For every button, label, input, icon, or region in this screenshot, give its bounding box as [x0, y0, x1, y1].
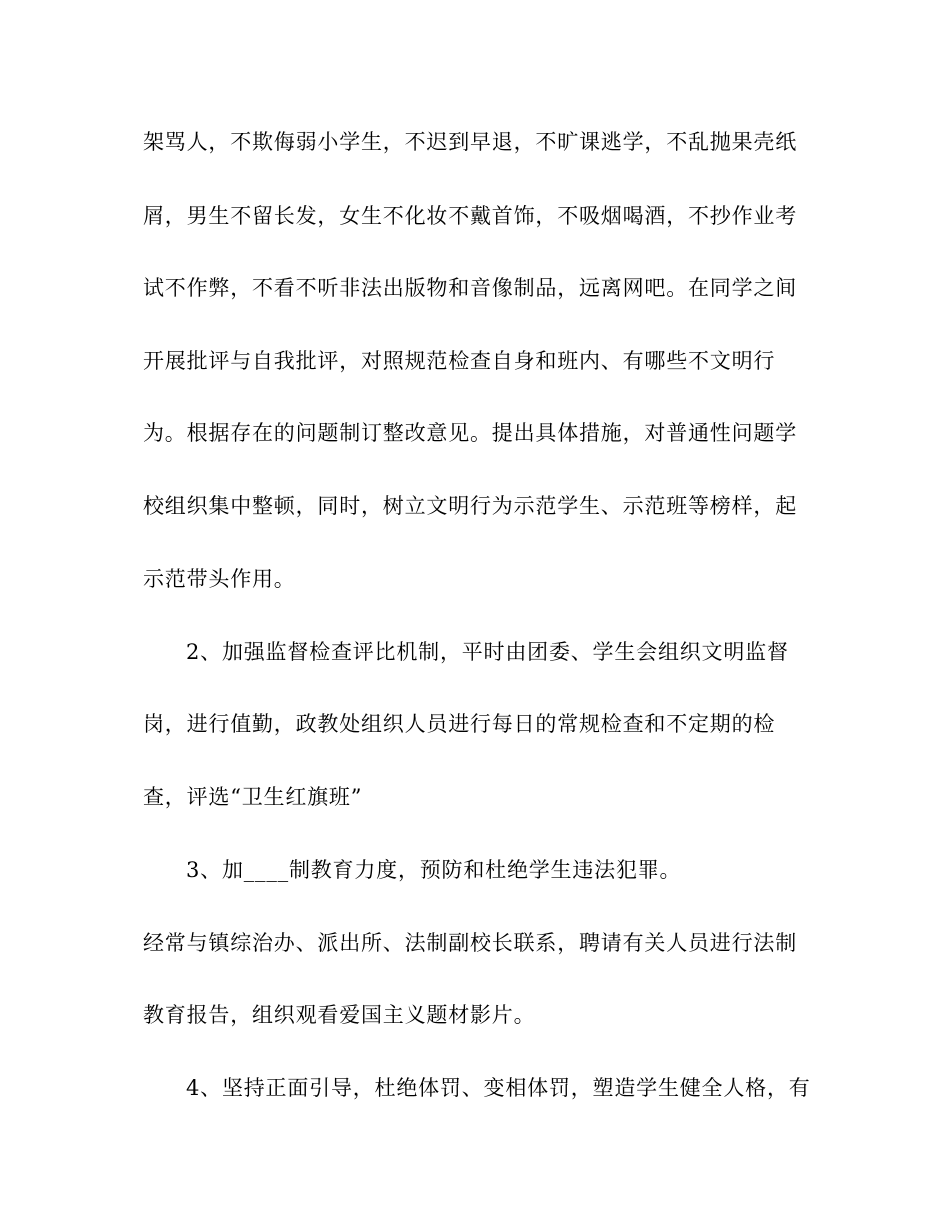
text-line: 试不作弊，不看不听非法出版物和音像制品，远离网吧。在同学之间 [143, 276, 797, 300]
text-line: 屑，男生不留长发，女生不化妆不戴首饰，不吸烟喝酒，不抄作业考 [143, 204, 797, 228]
paragraph-4-start: 4、坚持正面引导，杜绝体罚、变相体罚，塑造学生健全人格，有 [186, 1076, 811, 1100]
text-line: 岗，进行值勤，政教处组织人员进行每日的常规检查和不定期的检 [143, 712, 776, 736]
text-line: 架骂人，不欺侮弱小学生，不迟到早退，不旷课逃学，不乱抛果壳纸 [143, 130, 797, 154]
text-line: 为。根据存在的问题制订整改意见。提出具体措施，对普通性问题学 [143, 421, 797, 445]
text-line: 示范带头作用。 [143, 567, 296, 591]
text-line: 教育报告，组织观看爱国主义题材影片。 [143, 1003, 536, 1027]
paragraph-2-start: 2、加强监督检查评比机制，平时由团委、学生会组织文明监督 [186, 640, 789, 664]
text-line: 经常与镇综治办、派出所、法制副校长联系，聘请有关人员进行法制 [143, 931, 797, 955]
text-line: 查，评选“卫生红旗班” [143, 785, 363, 809]
text-line: 校组织集中整顿，同时，树立文明行为示范学生、示范班等榜样，起 [143, 494, 797, 518]
text-line: 开展批评与自我批评，对照规范检查自身和班内、有哪些不文明行 [143, 349, 776, 373]
paragraph-3-start: 3、加____制教育力度，预防和杜绝学生违法犯罪。 [186, 858, 682, 882]
